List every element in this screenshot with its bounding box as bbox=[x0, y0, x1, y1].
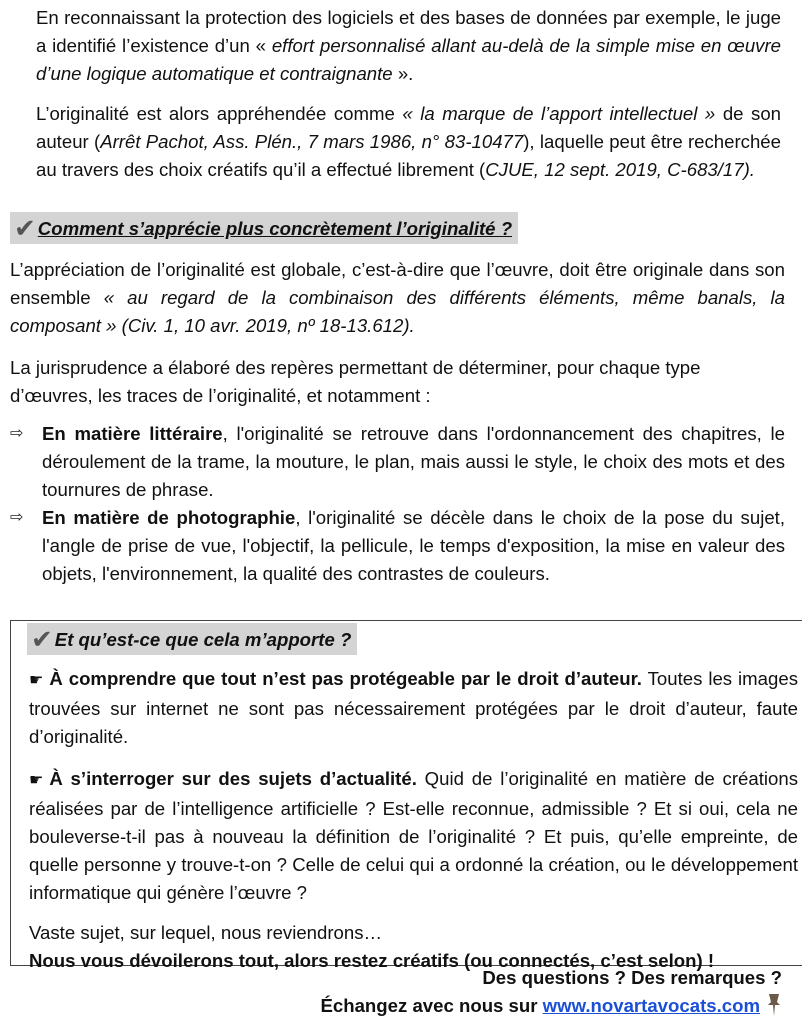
box-heading-text: Et qu’est-ce que cela m’apporte ? bbox=[54, 629, 352, 650]
takeaway-text: Toutes les images trouvées sur internet ne sont pas nécessairement protégées par le droit d’auteur, faute d’originalité. bbox=[29, 668, 798, 747]
list-item bbox=[10, 420, 785, 504]
citation-run: Arrêt Pachot, Ass. Plén., 7 mars 1986, n° 83-10477 bbox=[100, 131, 524, 152]
checkmark-icon: ✔ bbox=[31, 624, 53, 654]
section-body bbox=[10, 256, 785, 410]
website-link[interactable]: www.novartavocats.com bbox=[542, 995, 760, 1016]
quote-run: « au regard de la combinaison des différents éléments, même banals, la composant » (Civ. 1, 10 avr. 2019, nº 18-13.612). bbox=[10, 287, 785, 336]
footer-line-2 bbox=[320, 992, 782, 1020]
box-heading bbox=[27, 623, 357, 655]
takeaway-title: À comprendre que tout n’est pas protégeable par le droit d’auteur. bbox=[49, 668, 642, 689]
list-item-text: , l'originalité se retrouve dans l'ordonnancement des chapitres, le déroulement de la trame, la mouture, le plan, mais aussi le style, le choix des mots et des tournures de phrase. bbox=[42, 423, 785, 500]
takeaway-item-1 bbox=[29, 665, 798, 751]
closing-bold-text: Nous vous dévoilerons tout, alors restez créatifs (ou connectés, c’est selon) ! bbox=[29, 950, 715, 971]
list-item bbox=[10, 504, 785, 588]
intro-section bbox=[36, 4, 781, 184]
text-run: L’appréciation de l’originalité est globale, c’est-à-dire que l’œuvre, doit être originale dans son ensemble bbox=[10, 259, 785, 308]
criteria-list bbox=[10, 420, 785, 588]
section-paragraph-1 bbox=[10, 256, 785, 340]
list-item-text: , l'originalité se décèle dans le choix de la pose du sujet, l'angle de prise de vue, l'objectif, la pellicule, le temps d'exposition, la mise en valeur des objets, l'environnement, la qualité des contrastes de couleurs. bbox=[42, 507, 786, 584]
arrow-right-icon: ⇨ bbox=[10, 425, 24, 442]
arrow-right-icon: ⇨ bbox=[10, 509, 24, 526]
text-run: de son auteur ( bbox=[36, 103, 782, 152]
list-item-title: En matière littéraire bbox=[42, 423, 223, 444]
footer bbox=[320, 964, 782, 1020]
footer-line-1: Des questions ? Des remarques ? bbox=[482, 967, 782, 988]
section-paragraph-2: La jurisprudence a élaboré des repères permettant de déterminer, pour chaque type d’œuvres, les traces de l’originalité, et notamment : bbox=[10, 357, 701, 406]
intro-paragraph-2 bbox=[36, 100, 781, 184]
intro-paragraph-1 bbox=[36, 4, 781, 88]
takeaway-box bbox=[10, 620, 802, 971]
quote-run: « la marque de l’apport intellectuel » bbox=[402, 103, 716, 124]
citation-run: CJUE, 12 sept. 2019, C-683/17). bbox=[485, 159, 755, 180]
text-run: En reconnaissant la protection des logiciels et des bases de données par exemple, le juge a identifié l’existence d’un « bbox=[36, 7, 781, 56]
checkmark-icon: ✔ bbox=[14, 213, 36, 243]
text-run: L’originalité est alors appréhendée comme bbox=[36, 103, 403, 124]
pointing-hand-icon: ☛ bbox=[29, 672, 44, 689]
takeaway-title: À s’interroger sur des sujets d’actualité. bbox=[49, 768, 417, 789]
pointing-hand-icon: ☛ bbox=[29, 772, 44, 789]
list-item-title: En matière de photographie bbox=[42, 507, 296, 528]
takeaway-text: Quid de l’originalité en matière de créations réalisées par de l’intelligence artificielle ? Est-elle reconnue, admissible ? Et si oui, cela ne bouleverse-t-il pas à nouveau la définition de l’originalité ? Et puis, qu’elle empreinte, de quelle personne y trouve-t-on ? Celle de celui qui a ordonné la création, ou le développement informatique qui génère l’œuvre ? bbox=[29, 768, 798, 903]
footer-text: Échangez avec nous sur bbox=[320, 995, 543, 1016]
closing-line: Vaste sujet, sur lequel, nous reviendrons… bbox=[29, 922, 383, 943]
text-run: ), laquelle peut être recherchée au travers des choix créatifs qu’il a effectué librement ( bbox=[36, 131, 781, 180]
pushpin-icon bbox=[766, 992, 782, 1018]
section-heading bbox=[10, 212, 518, 244]
quote-run: effort personnalisé allant au-delà de la simple mise en œuvre d’une logique automatique et contraignante bbox=[36, 35, 781, 84]
text-run: ». bbox=[392, 63, 414, 84]
section-heading-text: Comment s’apprécie plus concrètement l’originalité ? bbox=[37, 218, 513, 239]
takeaway-item-2 bbox=[29, 765, 798, 907]
